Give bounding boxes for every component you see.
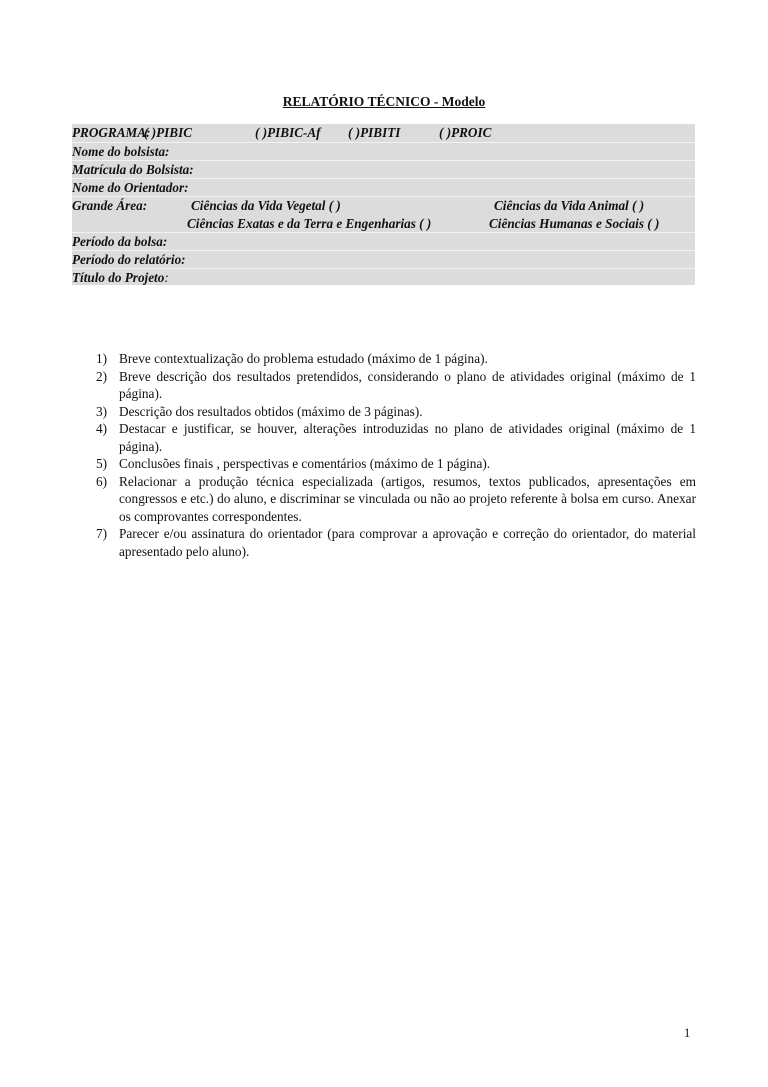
list-item: [96, 473, 696, 526]
form-row-titulo-projeto: [72, 269, 695, 286]
list-item-number: 2): [96, 368, 108, 384]
form-row-orientador: Nome do Orientador:: [72, 180, 189, 195]
area-vida-animal: Ciências da Vida Animal ( ): [494, 198, 645, 213]
area-exatas: Ciências Exatas e da Terra e Engenharias ( ): [187, 216, 432, 231]
programa-label: PROGRAMA:: [72, 125, 151, 140]
option-proic: ( )PROIC: [439, 125, 492, 140]
list-item-number: 1): [96, 351, 108, 366]
page-number: 1: [684, 1026, 691, 1040]
form-row-grande-area: [72, 197, 695, 214]
list-item-number: 4): [96, 421, 108, 436]
list-item-text: Relacionar a produção técnica especializada (artigos, resumos, textos publicados, apresentações em congressos e etc.) do aluno, e discriminar se vinculada ou não ao projeto referente à bolsa em curso. Anexar os comprovantes correspondentes.: [119, 473, 696, 524]
form-row-matricula: Matrícula do Bolsista:: [72, 162, 194, 177]
list-item-text: Breve contextualização do problema estudado (máximo de 1 página).: [119, 351, 488, 366]
identification-form: [72, 124, 695, 285]
list-item-number: 5): [96, 456, 108, 471]
titulo-projeto-label: Título do Projeto: [72, 270, 165, 285]
titulo-projeto-colon: :: [164, 270, 169, 285]
list-item-number: 6): [96, 473, 108, 489]
list-item-text: Descrição dos resultados obtidos (máximo de 3 páginas).: [119, 403, 423, 419]
list-item: [96, 350, 696, 368]
list-item-number: 7): [96, 526, 108, 541]
form-row-bolsista: Nome do bolsista:: [72, 144, 170, 159]
list-item-text: Breve descrição dos resultados pretendidos, considerando o plano de atividades original (máximo de 1 página).: [119, 368, 696, 401]
area-vida-vegetal: Ciências da Vida Vegetal ( ): [191, 198, 341, 213]
list-item: [96, 420, 696, 455]
list-item-text: Parecer e/ou assinatura do orientador (para comprovar a aprovação e correção do orientador, do material apresentado pelo aluno).: [119, 526, 696, 559]
list-item-number: 3): [96, 403, 108, 419]
form-row-periodo-relatorio: Período do relatório:: [72, 252, 186, 267]
list-item: [96, 403, 696, 421]
document-title: RELATÓRIO TÉCNICO - Modelo: [282, 94, 486, 109]
form-row-grande-area-cont: [72, 215, 695, 232]
area-humanas: Ciências Humanas e Sociais ( ): [489, 216, 660, 231]
list-item: [96, 368, 696, 403]
option-pibic: ( )PIBIC: [144, 125, 192, 140]
instructions-list: [96, 350, 696, 560]
grande-area-label: Grande Área:: [72, 198, 148, 213]
list-item: [96, 455, 696, 473]
form-row-programa: [72, 124, 695, 141]
option-pibiti: ( )PIBITI: [348, 125, 401, 140]
option-pibic-af: ( )PIBIC-Af: [255, 125, 321, 140]
list-item-text: Destacar e justificar, se houver, alterações introduzidas no plano de atividades original (máximo de 1 página).: [119, 421, 696, 454]
list-item: [96, 525, 696, 560]
list-item-text: Conclusões finais , perspectivas e comentários (máximo de 1 página).: [119, 456, 491, 471]
form-row-periodo-bolsa: Período da bolsa:: [72, 234, 168, 249]
